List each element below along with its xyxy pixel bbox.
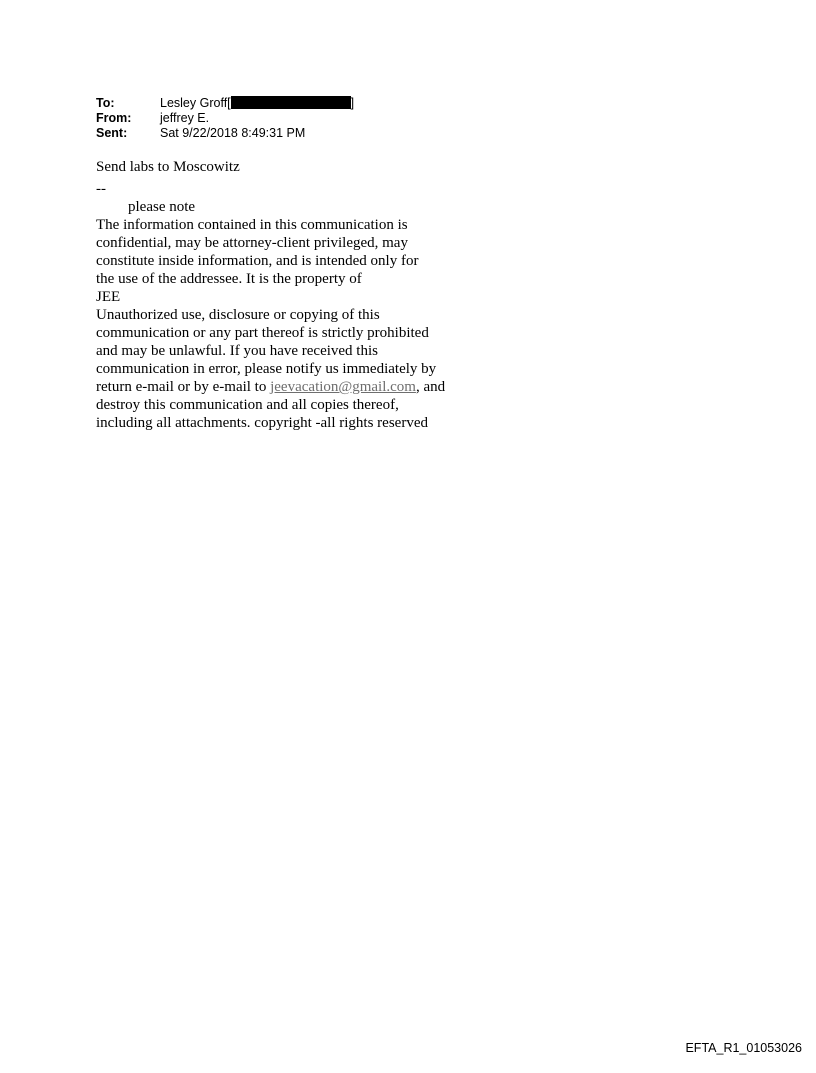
disclaimer-line: destroy this communication and all copies thereof, [96, 397, 399, 413]
disclaimer-line: the use of the addressee. It is the property of [96, 271, 362, 287]
disclaimer-line: including all attachments. copyright -all rights reserved [96, 415, 428, 431]
disclaimer-line: confidential, may be attorney-client privileged, may [96, 235, 408, 251]
to-row [96, 96, 354, 111]
to-open-bracket: [ [227, 96, 231, 110]
to-close-bracket: ] [350, 96, 355, 110]
email-link[interactable]: jeevacation@gmail.com [270, 379, 416, 395]
from-row [96, 111, 354, 126]
sent-row [96, 126, 354, 141]
document-id: EFTA_R1_01053026 [685, 1041, 802, 1055]
from-label: From: [96, 111, 132, 125]
email-body [96, 158, 486, 432]
message-text: Send labs to Moscowitz [96, 159, 240, 175]
disclaimer-line: and may be unlawful. If you have received this [96, 343, 378, 359]
disclaimer [96, 216, 486, 432]
disclaimer-line: The information contained in this communication is [96, 217, 408, 233]
redaction-block [231, 96, 351, 109]
to-name: Lesley Groff [160, 96, 228, 110]
to-value [160, 96, 354, 111]
email-line-suffix: , and [415, 379, 446, 395]
disclaimer-line: communication or any part thereof is strictly prohibited [96, 325, 429, 341]
sent-value: Sat 9/22/2018 8:49:31 PM [160, 126, 306, 140]
to-label: To: [96, 96, 115, 110]
sent-label: Sent: [96, 126, 128, 140]
from-value: jeffrey E. [160, 111, 210, 125]
disclaimer-line: Unauthorized use, disclosure or copying of this [96, 307, 380, 323]
signature-note: please note [128, 199, 196, 215]
email-header [96, 96, 354, 141]
disclaimer-line: communication in error, please notify us immediately by [96, 361, 437, 377]
disclaimer-line: JEE [96, 289, 121, 305]
email-line-prefix: return e-mail or by e-mail to [96, 379, 271, 395]
signature-separator: -- [96, 181, 106, 197]
disclaimer-line: constitute inside information, and is intended only for [96, 253, 419, 269]
disclaimer-email-line [96, 378, 486, 396]
